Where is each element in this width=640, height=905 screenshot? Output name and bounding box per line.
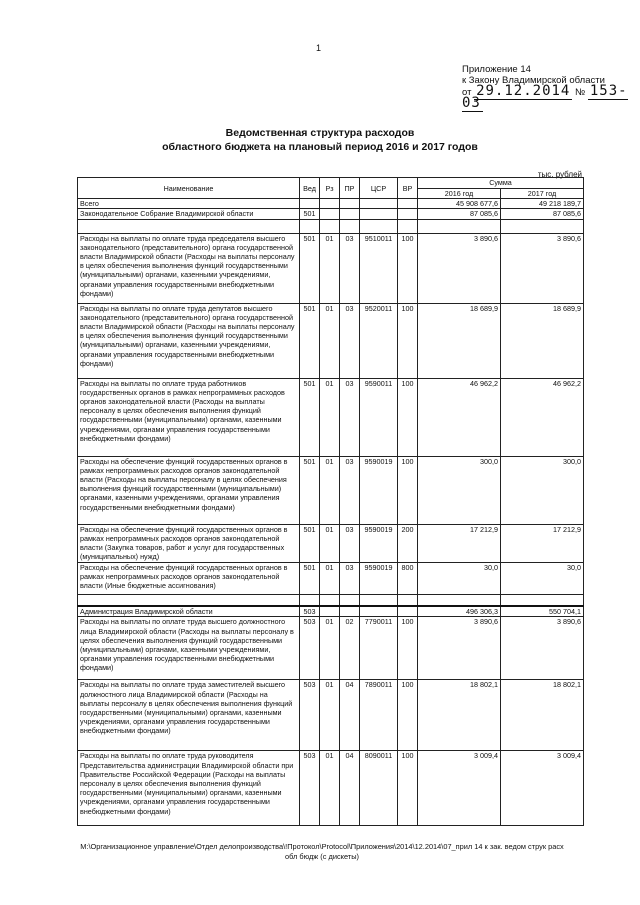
cell-v2017: 17 212,9 xyxy=(501,524,584,562)
cell-csr xyxy=(360,199,398,209)
cell-rz: 01 xyxy=(320,456,340,524)
table-row xyxy=(78,606,584,617)
cell-v2017: 300,0 xyxy=(501,456,584,524)
header-vr: ВР xyxy=(398,178,418,199)
header-csr: ЦСР xyxy=(360,178,398,199)
cell-pr: 03 xyxy=(340,456,360,524)
cell-vr: 100 xyxy=(398,751,418,826)
cell-vr: 100 xyxy=(398,456,418,524)
cell-vr: 100 xyxy=(398,617,418,680)
annex-header xyxy=(462,64,640,110)
table-row xyxy=(78,594,584,606)
annex-number-prefix: № xyxy=(575,87,586,98)
cell-name xyxy=(78,219,300,233)
header-2017: 2017 год xyxy=(501,189,584,199)
cell-ved xyxy=(300,199,320,209)
cell-v2017: 18 689,9 xyxy=(501,303,584,378)
cell-v2017: 3 009,4 xyxy=(501,751,584,826)
annex-line1: Приложение 14 xyxy=(462,64,531,75)
cell-rz: 01 xyxy=(320,233,340,303)
cell-rz: 01 xyxy=(320,617,340,680)
table-row xyxy=(78,303,584,378)
table-row xyxy=(78,524,584,562)
cell-v2016: 3 890,6 xyxy=(418,617,501,680)
file-path-footer xyxy=(62,842,582,862)
cell-ved: 501 xyxy=(300,303,320,378)
cell-rz: 01 xyxy=(320,524,340,562)
cell-pr xyxy=(340,199,360,209)
cell-v2016: 46 962,2 xyxy=(418,378,501,456)
cell-rz xyxy=(320,219,340,233)
cell-ved: 501 xyxy=(300,209,320,219)
cell-ved: 501 xyxy=(300,562,320,594)
cell-vr: 100 xyxy=(398,680,418,751)
cell-v2017: 18 802,1 xyxy=(501,680,584,751)
cell-v2016: 496 306,3 xyxy=(418,606,501,617)
cell-csr: 9510011 xyxy=(360,233,398,303)
cell-ved: 501 xyxy=(300,233,320,303)
cell-name: Всего xyxy=(78,199,300,209)
table-row xyxy=(78,209,584,219)
cell-rz: 01 xyxy=(320,751,340,826)
cell-name: Расходы на выплаты по оплате труда высшего должностного лица Владимирской области (Расходы на выплаты персоналу в целях обеспечения выполнения функций государственными (муниципальными) органами, казенными учреждениями, органами управления государственными внебюджетными фондами) xyxy=(78,617,300,680)
cell-pr: 03 xyxy=(340,524,360,562)
cell-name: Законодательное Собрание Владимирской области xyxy=(78,209,300,219)
cell-v2016: 45 908 677,6 xyxy=(418,199,501,209)
annex-line2: к Закону Владимирской области xyxy=(462,75,605,86)
cell-v2016: 3 009,4 xyxy=(418,751,501,826)
cell-vr xyxy=(398,606,418,617)
cell-csr: 9590019 xyxy=(360,562,398,594)
cell-ved: 503 xyxy=(300,751,320,826)
table-row xyxy=(78,562,584,594)
cell-name: Расходы на выплаты по оплате труда депутатов высшего законодательного (представительного) органа государственной власти Владимирской области (Расходы на выплаты персоналу в целях обеспечения выполнения функций государственными (муниципальными) органами, казенными учреждениями, органами управления государственными внебюджетными фондами) xyxy=(78,303,300,378)
cell-csr: 7790011 xyxy=(360,617,398,680)
header-rz: Рз xyxy=(320,178,340,199)
cell-ved: 503 xyxy=(300,680,320,751)
cell-ved: 503 xyxy=(300,606,320,617)
table-row xyxy=(78,233,584,303)
cell-csr xyxy=(360,594,398,606)
header-name: Наименование xyxy=(78,178,300,199)
cell-v2017 xyxy=(501,594,584,606)
table-row xyxy=(78,680,584,751)
footer-line1: M:\Организационное управление\Отдел делопроизводства\!Протокол\Protocol\Приложения\2014\12.2014\07_прил 14 к зак. ведом струк расх xyxy=(80,842,564,851)
cell-v2017: 46 962,2 xyxy=(501,378,584,456)
cell-v2017: 49 218 189,7 xyxy=(501,199,584,209)
annex-number: 153-03 xyxy=(462,83,628,111)
document-title-line1: Ведомственная структура расходов xyxy=(225,127,415,139)
header-ved: Вед xyxy=(300,178,320,199)
cell-name: Расходы на выплаты по оплате труда руководителя Представительства администрации Владимирской области при Правительстве Российской Федерации (Расходы на выплаты персоналу в целях обеспечения выполнения функций государственными (муниципальными) органами, казенными учреждениями, органами управления государственными внебюджетными фондами) xyxy=(78,751,300,826)
cell-vr: 100 xyxy=(398,233,418,303)
cell-v2016: 18 689,9 xyxy=(418,303,501,378)
header-sum: Сумма xyxy=(418,178,584,189)
cell-v2016: 18 802,1 xyxy=(418,680,501,751)
cell-pr: 04 xyxy=(340,751,360,826)
cell-rz: 01 xyxy=(320,303,340,378)
table-row xyxy=(78,219,584,233)
cell-v2016: 30,0 xyxy=(418,562,501,594)
cell-vr: 100 xyxy=(398,378,418,456)
cell-rz: 01 xyxy=(320,562,340,594)
header-2016: 2016 год xyxy=(418,189,501,199)
table-row xyxy=(78,456,584,524)
cell-v2016 xyxy=(418,219,501,233)
cell-rz xyxy=(320,606,340,617)
cell-v2017: 550 704,1 xyxy=(501,606,584,617)
cell-csr xyxy=(360,209,398,219)
cell-v2016: 300,0 xyxy=(418,456,501,524)
cell-vr: 800 xyxy=(398,562,418,594)
cell-ved: 501 xyxy=(300,378,320,456)
table-body xyxy=(78,199,584,826)
cell-vr xyxy=(398,209,418,219)
cell-name: Администрация Владимирской области xyxy=(78,606,300,617)
cell-v2017: 87 085,6 xyxy=(501,209,584,219)
cell-v2016 xyxy=(418,594,501,606)
cell-ved xyxy=(300,594,320,606)
cell-csr: 8090011 xyxy=(360,751,398,826)
cell-ved xyxy=(300,219,320,233)
cell-csr xyxy=(360,219,398,233)
cell-pr: 03 xyxy=(340,378,360,456)
cell-vr: 100 xyxy=(398,303,418,378)
budget-table xyxy=(77,177,584,826)
cell-vr xyxy=(398,594,418,606)
cell-v2017: 3 890,6 xyxy=(501,233,584,303)
cell-csr: 7890011 xyxy=(360,680,398,751)
cell-csr: 9590011 xyxy=(360,378,398,456)
cell-pr: 03 xyxy=(340,562,360,594)
cell-name: Расходы на обеспечение функций государственных органов в рамках непрограммных расходов органов законодательной власти (Закупка товаров, работ и услуг для государственных (муниципальных) нужд) xyxy=(78,524,300,562)
header-pr: ПР xyxy=(340,178,360,199)
cell-rz xyxy=(320,594,340,606)
cell-vr: 200 xyxy=(398,524,418,562)
units-label: тыс. рублей xyxy=(537,170,582,179)
cell-csr: 9520011 xyxy=(360,303,398,378)
cell-v2016: 87 085,6 xyxy=(418,209,501,219)
cell-ved: 501 xyxy=(300,524,320,562)
cell-name: Расходы на обеспечение функций государственных органов в рамках непрограммных расходов органов законодательной власти (Расходы на выплаты персоналу в целях обеспечения выполнения функций государственными (муниципальными) органами, казенными учреждениями, органами управления государственными внебюджетными фондами) xyxy=(78,456,300,524)
cell-pr: 03 xyxy=(340,303,360,378)
document-title-line2: областного бюджета на плановый период 2016 и 2017 годов xyxy=(162,141,478,153)
cell-vr xyxy=(398,219,418,233)
cell-pr xyxy=(340,209,360,219)
cell-csr xyxy=(360,606,398,617)
cell-pr: 04 xyxy=(340,680,360,751)
cell-ved: 501 xyxy=(300,456,320,524)
cell-name: Расходы на выплаты по оплате труда работников государственных органов в рамках непрограммных расходов органов законодательной власти (Расходы на выплаты персоналу в целях обеспечения выполнения функций государственными (муниципальными) органами, казенными учреждениями, органами управления государственными внебюджетными фондами) xyxy=(78,378,300,456)
page-number: 1 xyxy=(316,43,322,53)
cell-csr: 9590019 xyxy=(360,456,398,524)
cell-v2016: 3 890,6 xyxy=(418,233,501,303)
cell-ved: 503 xyxy=(300,617,320,680)
table-row xyxy=(78,199,584,209)
annex-date-line xyxy=(462,83,640,111)
cell-v2016: 17 212,9 xyxy=(418,524,501,562)
table-row xyxy=(78,751,584,826)
cell-pr xyxy=(340,606,360,617)
cell-name: Расходы на выплаты по оплате труда председателя высшего законодательного (представительного) органа государственной власти Владимирской области (Расходы на выплаты персоналу в целях обеспечения выполнения функций государственными (муниципальными) органами, казенными учреждениями, органами управления государственными внебюджетными фондами) xyxy=(78,233,300,303)
cell-csr: 9590019 xyxy=(360,524,398,562)
cell-v2017: 30,0 xyxy=(501,562,584,594)
cell-pr xyxy=(340,219,360,233)
cell-v2017 xyxy=(501,219,584,233)
cell-rz: 01 xyxy=(320,378,340,456)
cell-pr: 03 xyxy=(340,233,360,303)
table-row xyxy=(78,378,584,456)
cell-rz: 01 xyxy=(320,680,340,751)
cell-rz xyxy=(320,209,340,219)
footer-line2: обл бюдж (с дискеты) xyxy=(285,852,359,861)
cell-v2017: 3 890,6 xyxy=(501,617,584,680)
cell-rz xyxy=(320,199,340,209)
cell-vr xyxy=(398,199,418,209)
cell-name: Расходы на выплаты по оплате труда заместителей высшего должностного лица Владимирской области (Расходы на выплаты персоналу в целях обеспечения выполнения функций государственными (муниципальными) органами, казенными учреждениями, органами управления государственными внебюджетными фондами) xyxy=(78,680,300,751)
table-row xyxy=(78,617,584,680)
annex-date: 29.12.2014 xyxy=(476,83,571,99)
annex-date-prefix: от xyxy=(462,87,472,98)
cell-pr: 02 xyxy=(340,617,360,680)
cell-name xyxy=(78,594,300,606)
cell-name: Расходы на обеспечение функций государственных органов в рамках непрограммных расходов органов законодательной власти (Иные бюджетные ассигнования) xyxy=(78,562,300,594)
cell-pr xyxy=(340,594,360,606)
